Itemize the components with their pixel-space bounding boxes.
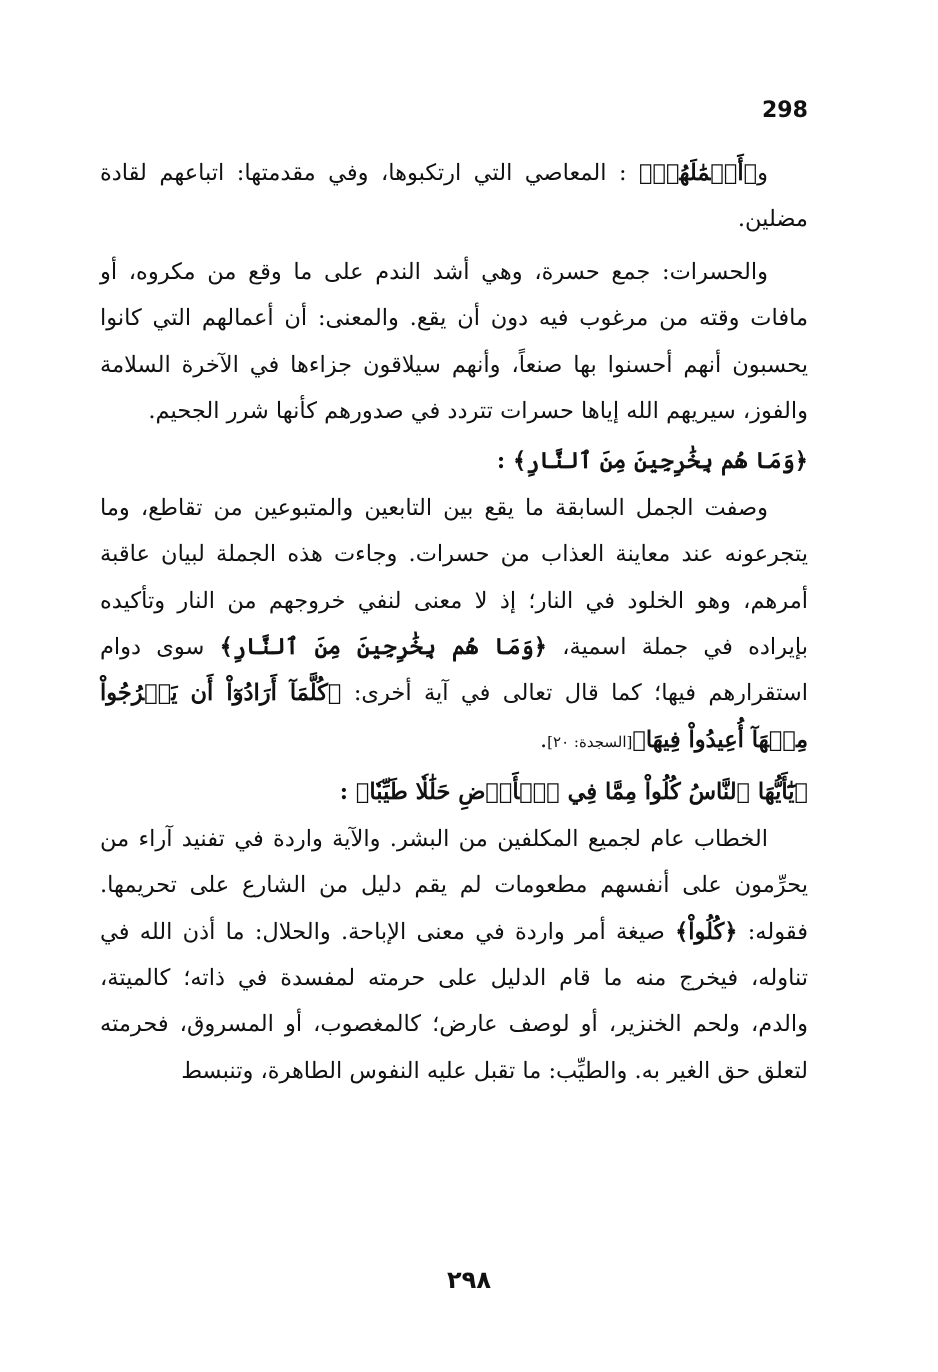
quran-quote: ﴿كُلُواْ﴾ [675, 918, 738, 945]
heading-colon: : [339, 779, 356, 806]
paragraph-text: الخطاب عام لجميع المكلفين من البشر. والآية واردة في تفنيد آراء من يحرِّمون على أنفسهم مطعومات لم يقم دليل من الشارع على تحريمها. فقوله: [100, 825, 808, 945]
paragraph-2: والحسرات: جمع حسرة، وهي أشد الندم على ما وقع من مكروه، أو مافات وقته من مرغوب فيه دون أن يقع. والمعنى: أن أعمالهم التي كانوا يحسبون أنهم أحسنوا بها صنعاً، وأنهم سيلاقون جزاءها في الآخرة السلامة والفوز، سيريهم الله إياها حسرات تتردد في صدورهم كأنها شرر الجحيم. [100, 258, 808, 425]
full-stop: . [540, 726, 548, 753]
quran-quote: ﴿أَعۡمَٰلَهُمۡ﴾ [639, 160, 758, 186]
quran-quote: ﴿كُلَّمَآ أَرَادُوٓاْ أَن يَخۡرُجُواْ مِنۡهَآ أُعِيدُواْ فِيهَا﴾ [100, 680, 808, 753]
paragraph-text: وصفت الجمل السابقة ما يقع بين التابعين والمتبوعين من تقاطع، وما يتجرعونه عند معاينة العذاب من حسرات. وجاءت هذه الجملة لبيان عاقبة أمرهم، وهو الخلود في النار؛ إذ لا معنى لنفي خروجهم من النار وتأكيده بإيراده في جملة اسمية، [100, 494, 808, 661]
paragraph-text: صيغة أمر واردة في معنى الإباحة. والحلال: ما أذن الله في تناوله، فيخرج منه ما قام الدليل على حرمته لمفسدة في ذاته؛ كالميتة، والدم، ولحم الخنزير، أو لوصف عارض؛ كالمغصوب، أو المسروق، فحرمته لتعلق حق الغير به. والطيِّب: ما تقبل عليه النفوس الطاهرة، وتنبسط [100, 918, 808, 1084]
page-number-top: 298 [762, 98, 808, 123]
page-body [100, 150, 808, 1094]
verse-heading-2 [100, 769, 808, 815]
page-number-bottom: ٢٩٨ [447, 1266, 491, 1294]
paragraph-text: : المعاصي التي ارتكبوها، وفي مقدمتها: اتباعهم لقادة مضلين. [100, 160, 808, 233]
verse-heading-1 [100, 438, 808, 484]
quran-quote: ﴿وَمَا هُم بِخَٰرِجِينَ مِنَ ٱلنَّارِ﴾ [219, 634, 547, 661]
paragraph-3 [100, 485, 808, 765]
paragraph-text: سوى دوام استقرارهم فيها؛ كما قال تعالى في آية أخرى: [100, 634, 808, 707]
conjunction: و [757, 160, 768, 186]
heading-colon: : [496, 448, 513, 475]
paragraph-4 [100, 816, 808, 1094]
quran-quote: ﴿وَمَا هُم بِخَٰرِجِينَ مِنَ ٱلنَّارِ﴾ [512, 448, 808, 475]
quran-quote: ﴿يَٰٓأَيُّهَا ٱلنَّاسُ كُلُواْ مِمَّا فِي ٱلۡأَرۡضِ حَلَٰلٗا طَيِّبٗا﴾ [355, 779, 808, 806]
paragraph-1 [100, 150, 808, 243]
surah-reference: [السجدة: ٢٠] [547, 732, 633, 751]
